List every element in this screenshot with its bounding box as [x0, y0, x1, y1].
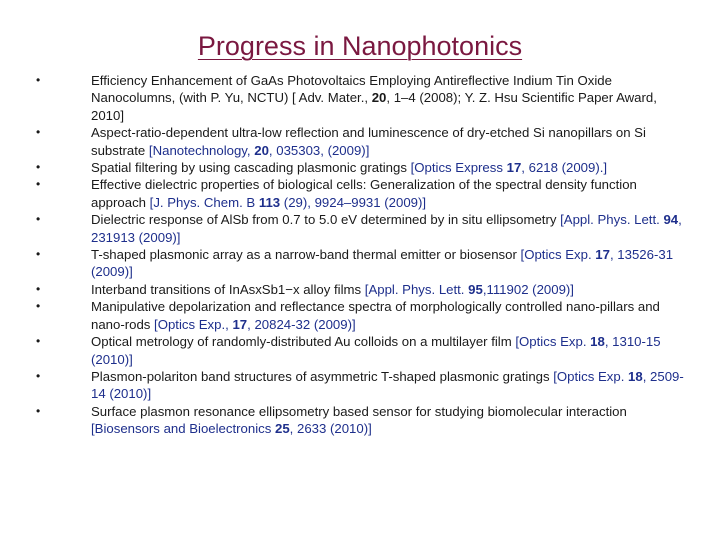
item-text	[91, 124, 690, 159]
item-journal: [J. Phys. Chem. B	[149, 194, 259, 210]
item-journal: [Optics Express	[410, 160, 507, 176]
list-item	[0, 159, 720, 176]
slide-title: Progress in Nanophotonics	[197, 31, 523, 61]
item-description: Efficiency Enhancement of GaAs Photovoltaics Employing Antireflective Indium Tin Oxide Nanocolumns, (with P. Yu, NCTU) [ Adv. Mater.,	[91, 73, 612, 106]
item-text	[91, 333, 690, 368]
bullet-icon: •	[36, 281, 41, 296]
item-journal: [Optics Exp.	[553, 368, 629, 384]
list-item	[0, 211, 720, 246]
item-volume: 94	[663, 212, 679, 228]
item-journal: [Optics Exp.	[515, 334, 591, 350]
item-description: Effective dielectric properties of biological cells: Generalization of the spectral density function approach	[91, 177, 637, 210]
bullet-icon: •	[36, 403, 41, 418]
item-journal: [Appl. Phys. Lett.	[364, 281, 469, 297]
item-description: Aspect-ratio-dependent ultra-low reflection and luminescence of dry-etched Si nanopillars on Si substrate	[91, 125, 646, 158]
list-item	[0, 246, 720, 281]
bullet-icon: •	[36, 125, 41, 140]
item-volume: 25	[275, 421, 290, 437]
publication-list	[0, 72, 720, 438]
list-item	[0, 403, 720, 438]
bullet-icon: •	[36, 160, 41, 175]
item-text	[91, 281, 690, 298]
bullet-icon: •	[36, 247, 41, 262]
item-text	[91, 176, 690, 211]
item-journal: [Optics Exp.,	[154, 316, 233, 332]
bullet-icon: •	[36, 212, 41, 227]
item-journal: [Optics Exp.	[520, 247, 596, 263]
bullet-icon: •	[36, 177, 41, 192]
list-item	[0, 333, 720, 368]
item-description: Interband transitions of InAsxSb1−x alloy films	[91, 281, 365, 297]
item-text	[91, 159, 690, 176]
item-citation: , 035303, (2009)]	[268, 142, 370, 158]
item-description: Plasmon-polariton band structures of asymmetric T-shaped plasmonic gratings	[91, 368, 554, 384]
item-journal: [Biosensors and Bioelectronics	[91, 421, 275, 437]
item-citation: , 20824-32 (2009)]	[247, 316, 356, 332]
item-description: Manipulative depolarization and reflectance spectra of morphologically controlled nano-pillars and nano-rods	[91, 299, 660, 332]
item-volume: 95	[468, 281, 483, 297]
item-citation: , 1310-15 (2010)]	[91, 334, 661, 367]
list-item	[0, 72, 720, 124]
bullet-icon: •	[36, 368, 41, 383]
item-volume: 18	[590, 334, 605, 350]
item-description: Optical metrology of randomly-distributed Au colloids on a multilayer film	[91, 334, 516, 350]
list-item	[0, 124, 720, 159]
bullet-icon: •	[36, 299, 41, 314]
item-citation: , 2633 (2010)]	[289, 421, 372, 437]
bullet-icon: •	[36, 73, 41, 87]
item-journal: [Nanotechnology,	[148, 142, 255, 158]
item-volume: 20	[371, 90, 387, 106]
item-citation: , 231913 (2009)]	[91, 212, 682, 245]
item-text	[91, 403, 690, 438]
item-citation: , 1–4 (2008); Y. Z. Hsu Scientific Paper Award, 2010]	[91, 90, 657, 123]
item-description: T-shaped plasmonic array as a narrow-band thermal emitter or biosensor	[91, 247, 521, 263]
item-volume: 17	[232, 316, 248, 332]
item-volume: 18	[628, 368, 643, 384]
item-volume: 17	[595, 247, 610, 263]
item-text	[91, 298, 690, 333]
bullet-icon: •	[36, 334, 41, 349]
item-description: Spatial filtering by using cascading plasmonic gratings	[91, 160, 411, 176]
item-text	[91, 246, 690, 281]
item-text	[91, 72, 690, 124]
item-citation: , 2509-14 (2010)]	[91, 368, 684, 402]
item-volume: 20	[254, 142, 269, 158]
item-volume: 17	[506, 160, 522, 176]
item-text	[91, 211, 690, 246]
list-item	[0, 281, 720, 298]
list-item	[0, 368, 720, 403]
item-citation: (29), 9924–9931 (2009)]	[280, 194, 427, 210]
item-citation: , 6218 (2009).]	[521, 160, 608, 176]
item-journal: [Appl. Phys. Lett.	[560, 212, 664, 228]
item-description: Surface plasmon resonance ellipsometry based sensor for studying biomolecular interaction	[91, 403, 627, 419]
item-text	[91, 368, 690, 403]
item-description: Dielectric response of AlSb from 0.7 to 5.0 eV determined by in situ ellipsometry	[91, 212, 561, 228]
list-item	[0, 298, 720, 333]
item-citation: ,111902 (2009)]	[482, 281, 574, 297]
list-item	[0, 176, 720, 211]
item-citation: , 13526-31 (2009)]	[91, 247, 674, 280]
item-volume: 113	[258, 194, 281, 210]
